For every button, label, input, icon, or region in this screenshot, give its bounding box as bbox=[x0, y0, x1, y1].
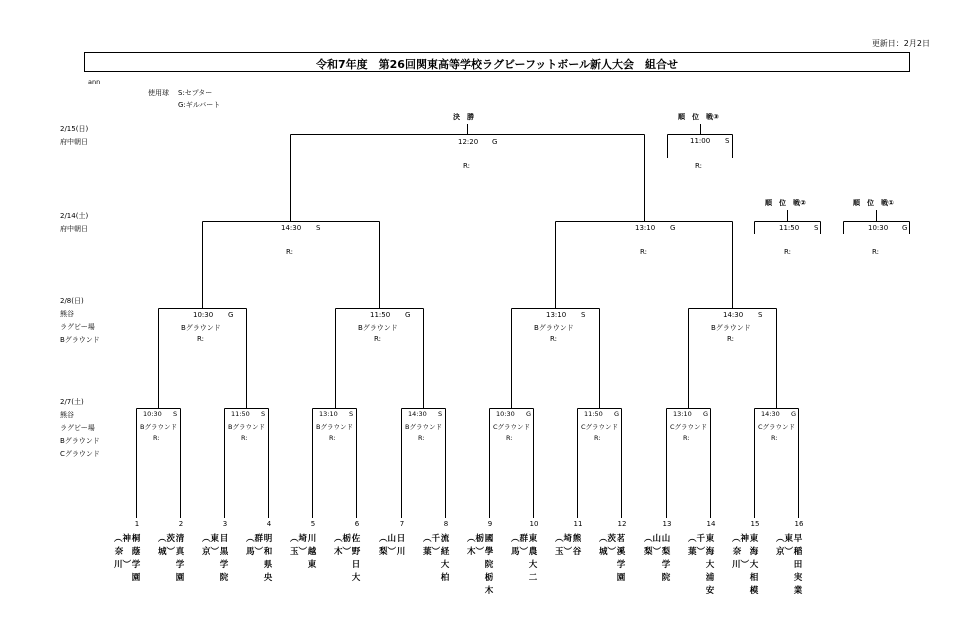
team-prefecture: ︵群馬︶ bbox=[511, 534, 529, 557]
r1-7-time: 13:10 bbox=[673, 410, 692, 418]
team-seed: 10 bbox=[529, 520, 539, 528]
updated-date: 更新日：2月2日 bbox=[871, 39, 930, 48]
team-prefecture: ︵群馬︶ bbox=[246, 534, 264, 557]
team-prefecture: ︵栃木︶ bbox=[334, 534, 352, 557]
team-seed: 5 bbox=[310, 520, 316, 528]
team-seed: 11 bbox=[573, 520, 583, 528]
r1-1-result: R: bbox=[153, 434, 160, 442]
qf-4-ground: Bグラウンド bbox=[711, 324, 751, 332]
day-label-28: 2/8(日) bbox=[60, 297, 84, 305]
team-seed: 4 bbox=[266, 520, 272, 528]
venue-label-28: 熊谷 bbox=[60, 310, 74, 318]
team-prefecture: ︵東京︶ bbox=[776, 534, 794, 557]
team-prefecture: ︵東京︶ bbox=[202, 534, 220, 557]
team-prefecture: ︵神奈川︶ bbox=[114, 534, 132, 570]
team-name: 目黒学院 bbox=[219, 534, 229, 583]
semi-1-time: 14:30 bbox=[281, 224, 302, 232]
ball-g-legend: G:ギルバート bbox=[178, 101, 221, 109]
placement-2-ball: S bbox=[814, 224, 819, 232]
placement-2-result: R: bbox=[784, 248, 792, 256]
qf-2-ball: G bbox=[405, 311, 411, 319]
r1-7-result: R: bbox=[683, 434, 690, 442]
placement-1-time: 10:30 bbox=[868, 224, 889, 232]
team-prefecture: ︵茨城︶ bbox=[158, 534, 176, 557]
team-name: 早稲田実業 bbox=[793, 534, 803, 596]
team-seed: 14 bbox=[706, 520, 716, 528]
qf-4-ball: S bbox=[758, 311, 763, 319]
r1-2-ground: Bグラウンド bbox=[228, 423, 265, 431]
team-seed: 6 bbox=[354, 520, 360, 528]
team-prefecture: ︵山梨︶ bbox=[379, 534, 397, 557]
qf-2-ground: Bグラウンド bbox=[358, 324, 398, 332]
team-seed: 16 bbox=[794, 520, 804, 528]
venue-label-28c: Bグラウンド bbox=[60, 336, 100, 344]
placement-3-result: R: bbox=[695, 162, 703, 170]
team-name: 東海大浦安 bbox=[705, 534, 715, 596]
venue-label-27d: Cグラウンド bbox=[60, 450, 100, 458]
r1-3-ball: S bbox=[349, 410, 354, 418]
team-prefecture: ︵千葉︶ bbox=[688, 534, 706, 557]
placement-3-label: 順 位 戦③ bbox=[678, 113, 719, 121]
team-name: 茗溪学園 bbox=[616, 534, 626, 583]
final-ball: G bbox=[492, 138, 498, 146]
r1-8-ball: G bbox=[791, 410, 797, 418]
r1-8-ground: Cグラウンド bbox=[758, 423, 796, 431]
semi-2-result: R: bbox=[640, 248, 648, 256]
r1-3-ground: Bグラウンド bbox=[316, 423, 353, 431]
team-prefecture: ︵埼玉︶ bbox=[555, 534, 573, 557]
placement-3-ball: S bbox=[725, 137, 730, 145]
day-label-214: 2/14(土) bbox=[60, 212, 89, 220]
team-name: 川越東 bbox=[307, 534, 317, 570]
qf-1-ball: G bbox=[228, 311, 234, 319]
team-prefecture: ︵神奈川︶ bbox=[732, 534, 750, 570]
day-label-27: 2/7(土) bbox=[60, 398, 84, 406]
final-result: R: bbox=[463, 162, 471, 170]
r1-7-ground: Cグラウンド bbox=[670, 423, 708, 431]
qf-4-time: 14:30 bbox=[723, 311, 744, 319]
final-time: 12:20 bbox=[458, 138, 479, 146]
qf-2-time: 11:50 bbox=[370, 311, 391, 319]
ann-label: ann bbox=[88, 78, 101, 86]
team-prefecture: ︵山梨︶ bbox=[644, 534, 662, 557]
team-seed: 7 bbox=[399, 520, 405, 528]
page-title: 令和7年度 第26回関東高等学校ラグビーフットボール新人大会 組合せ bbox=[316, 58, 678, 71]
semi-1-ball: S bbox=[316, 224, 321, 232]
qf-1-ground: Bグラウンド bbox=[181, 324, 221, 332]
r1-6-result: R: bbox=[594, 434, 601, 442]
r1-5-ball: G bbox=[526, 410, 532, 418]
r1-3-time: 13:10 bbox=[319, 410, 338, 418]
r1-2-time: 11:50 bbox=[231, 410, 250, 418]
placement-1-ball: G bbox=[902, 224, 908, 232]
team-name: 清真学園 bbox=[175, 534, 185, 583]
team-seed: 1 bbox=[134, 520, 140, 528]
team-seed: 2 bbox=[178, 520, 184, 528]
placement-2-label: 順 位 戦② bbox=[765, 199, 806, 207]
r1-2-result: R: bbox=[241, 434, 248, 442]
r1-7-ball: G bbox=[703, 410, 709, 418]
ball-label: 使用球 bbox=[148, 89, 169, 97]
team-name: 桐蔭学園 bbox=[131, 534, 141, 583]
team-prefecture: ︵埼玉︶ bbox=[290, 534, 308, 557]
team-name: 山梨学院 bbox=[661, 534, 671, 583]
placement-3-time: 11:00 bbox=[690, 137, 711, 145]
placement-2-time: 11:50 bbox=[779, 224, 800, 232]
team-name: 東農大二 bbox=[528, 534, 538, 583]
r1-8-result: R: bbox=[771, 434, 778, 442]
venue-label-27: 熊谷 bbox=[60, 411, 74, 419]
r1-5-ground: Cグラウンド bbox=[493, 423, 531, 431]
r1-6-time: 11:50 bbox=[584, 410, 603, 418]
r1-3-result: R: bbox=[329, 434, 336, 442]
r1-1-time: 10:30 bbox=[143, 410, 162, 418]
r1-8-time: 14:30 bbox=[761, 410, 780, 418]
qf-2-result: R: bbox=[374, 335, 382, 343]
qf-3-time: 13:10 bbox=[546, 311, 567, 319]
team-prefecture: ︵栃木︶ bbox=[467, 534, 485, 557]
semi-2-ball: G bbox=[670, 224, 676, 232]
r1-5-time: 10:30 bbox=[496, 410, 515, 418]
day-label-215: 2/15(日) bbox=[60, 125, 89, 133]
r1-4-result: R: bbox=[418, 434, 425, 442]
r1-4-ground: Bグラウンド bbox=[405, 423, 442, 431]
ball-s-legend: S:セプター bbox=[178, 89, 213, 97]
team-name: 明和県央 bbox=[263, 534, 273, 583]
team-seed: 3 bbox=[222, 520, 228, 528]
qf-4-result: R: bbox=[727, 335, 735, 343]
team-name: 東海大相模 bbox=[749, 534, 759, 596]
final-label: 決 勝 bbox=[453, 113, 474, 121]
qf-3-ball: S bbox=[581, 311, 586, 319]
venue-label-214: 府中朝日 bbox=[60, 225, 88, 233]
venue-label-215: 府中朝日 bbox=[60, 138, 88, 146]
r1-4-time: 14:30 bbox=[408, 410, 427, 418]
team-prefecture: ︵茨城︶ bbox=[599, 534, 617, 557]
r1-6-ground: Cグラウンド bbox=[581, 423, 619, 431]
placement-1-label: 順 位 戦① bbox=[853, 199, 894, 207]
venue-label-28b: ラグビー場 bbox=[60, 323, 95, 331]
team-name: 國學院栃木 bbox=[484, 534, 494, 596]
r1-4-ball: S bbox=[438, 410, 443, 418]
r1-1-ground: Bグラウンド bbox=[140, 423, 177, 431]
team-seed: 8 bbox=[443, 520, 449, 528]
team-seed: 15 bbox=[750, 520, 760, 528]
qf-1-time: 10:30 bbox=[193, 311, 214, 319]
team-name: 流経大柏 bbox=[440, 534, 450, 583]
team-seed: 9 bbox=[487, 520, 493, 528]
r1-6-ball: G bbox=[614, 410, 620, 418]
team-seed: 13 bbox=[662, 520, 672, 528]
semi-1-result: R: bbox=[286, 248, 294, 256]
placement-1-result: R: bbox=[872, 248, 880, 256]
team-name: 日川 bbox=[396, 534, 406, 557]
qf-1-result: R: bbox=[197, 335, 205, 343]
team-name: 佐野日大 bbox=[351, 534, 361, 583]
r1-1-ball: S bbox=[173, 410, 178, 418]
venue-label-27c: Bグラウンド bbox=[60, 437, 100, 445]
team-seed: 12 bbox=[617, 520, 627, 528]
qf-3-ground: Bグラウンド bbox=[534, 324, 574, 332]
r1-5-result: R: bbox=[506, 434, 513, 442]
semi-2-time: 13:10 bbox=[635, 224, 656, 232]
qf-3-result: R: bbox=[550, 335, 558, 343]
team-prefecture: ︵千葉︶ bbox=[423, 534, 441, 557]
r1-2-ball: S bbox=[261, 410, 266, 418]
team-name: 熊谷 bbox=[572, 534, 582, 557]
venue-label-27b: ラグビー場 bbox=[60, 424, 95, 432]
